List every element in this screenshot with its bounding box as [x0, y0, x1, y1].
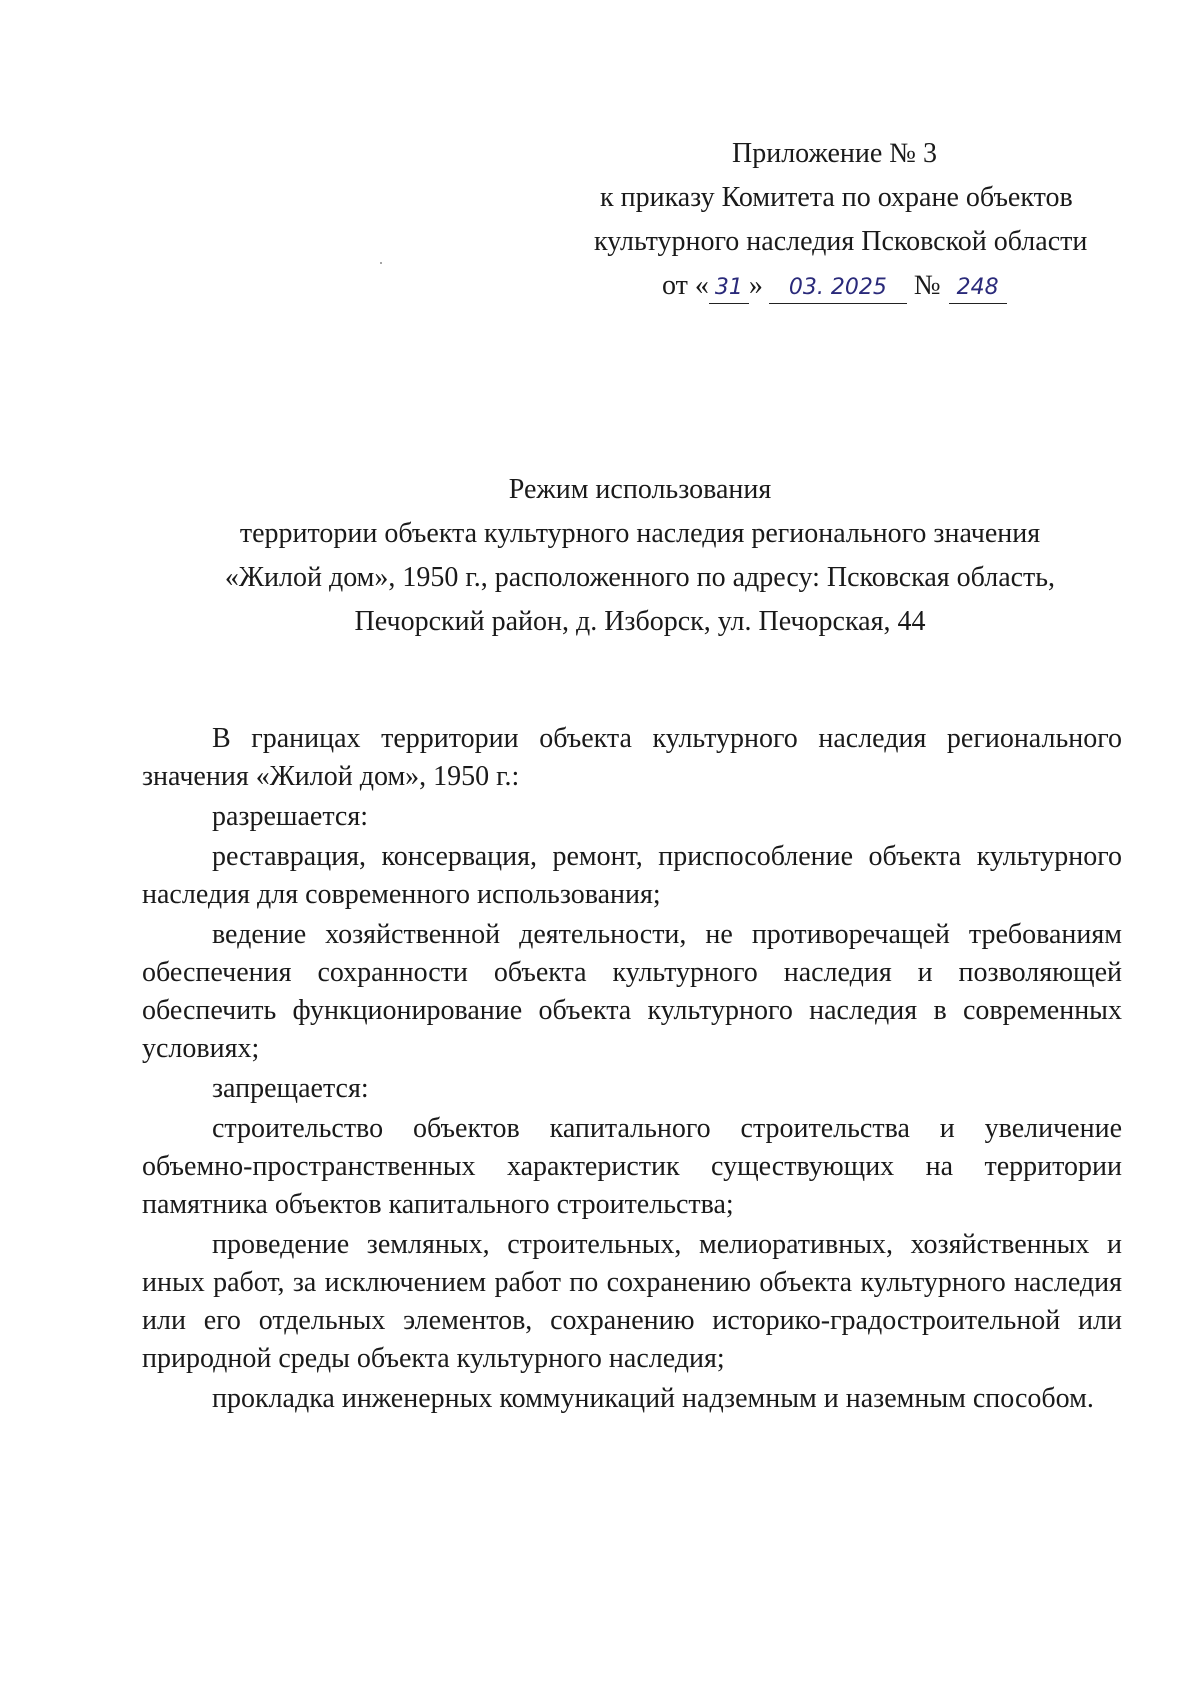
date-mid: » — [748, 270, 763, 301]
appendix-number: Приложение № 3 — [732, 138, 937, 169]
title-line-3: «Жилой дом», 1950 г., расположенного по адресу: Псковская область, — [224, 562, 1056, 593]
forbidden-item-1: строительство объектов капитального строительства и увеличение объемно-пространственных характеристик существующих на территории памятника объектов капитального строительства; — [142, 1113, 1122, 1220]
scan-speck — [380, 262, 382, 264]
appendix-date-line — [560, 264, 1120, 308]
title-line-4: Печорский район, д. Изборск, ул. Печорская, 44 — [354, 606, 926, 637]
document-body — [142, 720, 1122, 1420]
date-prefix: от « — [662, 270, 709, 301]
allowed-item-2: ведение хозяйственной деятельности, не противоречащей требованиям обеспечения сохранности объекта культурного наследия и позволяющей обеспечить функционирование объекта культурного наследия в современных условиях; — [142, 919, 1122, 1064]
forbidden-label: запрещается: — [212, 1073, 369, 1104]
title-line-1: Режим использования — [508, 474, 772, 505]
title-line-2: территории объекта культурного наследия регионального значения — [239, 518, 1041, 549]
document-title — [150, 468, 1130, 644]
forbidden-item-2: проведение земляных, строительных, мелиоративных, хозяйственных и иных работ, за исключением работ по сохранению объекта культурного наследия или его отдельных элементов, сохранению историко-градостроительной или природной среды объекта культурного наследия; — [142, 1229, 1122, 1374]
appendix-order-reference: к приказу Комитета по охране объектов — [600, 182, 1073, 213]
handwritten-order-number: 248 — [949, 273, 1007, 304]
appendix-committee-name: культурного наследия Псковской области — [594, 226, 1088, 257]
appendix-header — [560, 132, 1120, 308]
handwritten-day: 31 — [709, 273, 749, 304]
handwritten-month-year: 03. 2025 — [769, 273, 907, 304]
allowed-item-1: реставрация, консервация, ремонт, приспособление объекта культурного наследия для современного использования; — [142, 841, 1122, 910]
allowed-label: разрешается: — [212, 801, 368, 832]
number-sign: № — [913, 270, 941, 301]
forbidden-item-3: прокладка инженерных коммуникаций надземным и наземным способом. — [212, 1383, 1094, 1414]
intro-paragraph: В границах территории объекта культурного наследия регионального значения «Жилой дом», 1950 г.: — [142, 723, 1122, 792]
